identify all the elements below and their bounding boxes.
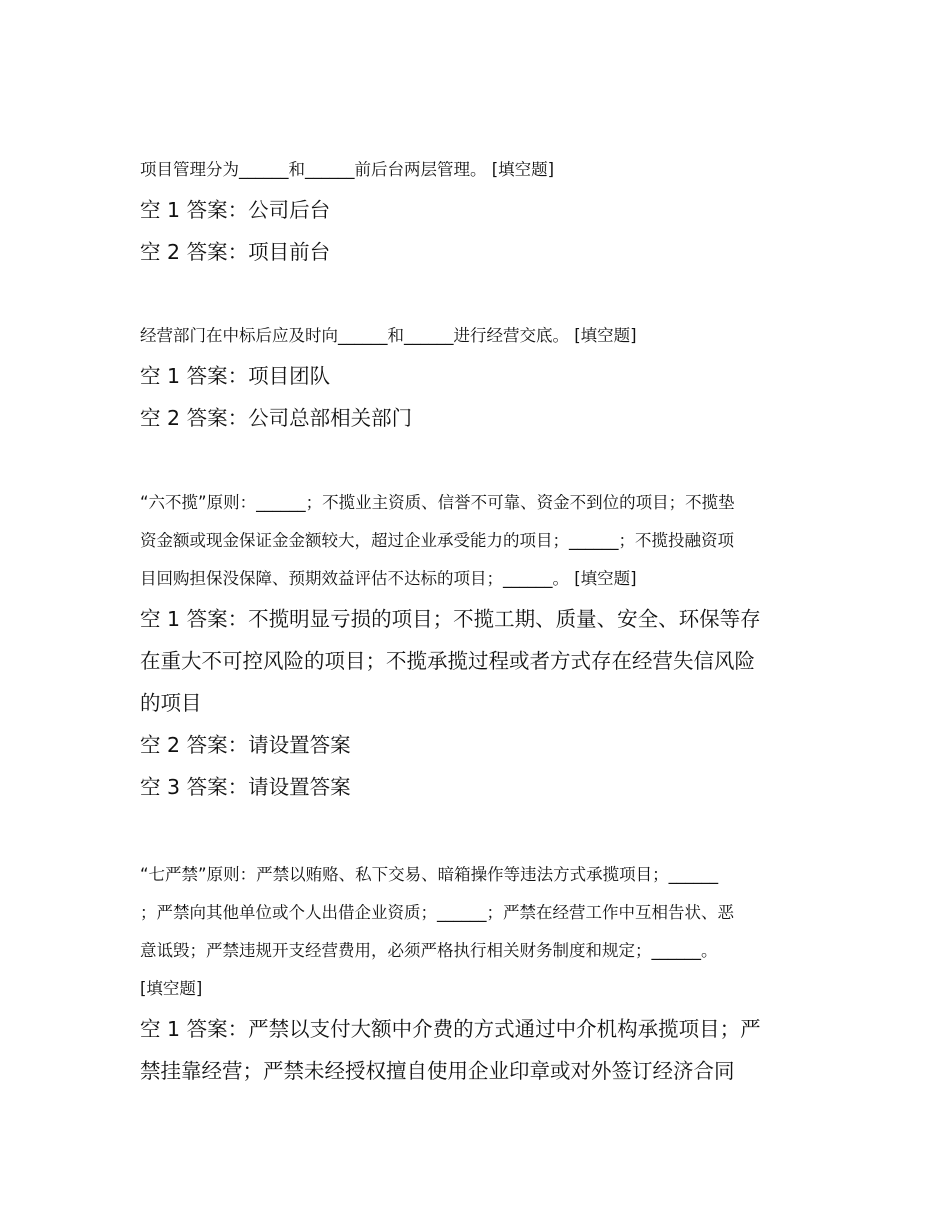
answer-line: 空 1 答案：不揽明显亏损的项目；不揽工期、质量、安全、环保等存 bbox=[140, 607, 761, 631]
answer-line: 空 2 答案：项目前台 bbox=[140, 240, 331, 264]
answer-line: 的项目 bbox=[140, 691, 202, 715]
question-block-4 bbox=[140, 856, 830, 1092]
answer-line: 禁挂靠经营；严禁未经授权擅自使用企业印章或对外签订经济合同 bbox=[140, 1059, 735, 1083]
question-text: 经营部门在中标后应及时向______和______进行经营交底。 [填空题] bbox=[140, 326, 637, 345]
question-text: 项目管理分为______和______前后台两层管理。 [填空题] bbox=[140, 160, 555, 179]
question-text: “七严禁”原则：严禁以贿赂、私下交易、暗箱操作等违法方式承揽项目；______ bbox=[140, 865, 719, 884]
question-block-3 bbox=[140, 484, 830, 808]
answer-line: 空 3 答案：请设置答案 bbox=[140, 775, 351, 799]
answer-line: 在重大不可控风险的项目；不揽承揽过程或者方式存在经营失信风险 bbox=[140, 649, 755, 673]
answer-line: 空 1 答案：项目团队 bbox=[140, 364, 331, 388]
answer-line: 空 1 答案：公司后台 bbox=[140, 198, 331, 222]
question-text: “六不揽”原则：______；不揽业主资质、信誉不可靠、资金不到位的项目；不揽垫 bbox=[140, 493, 735, 512]
question-block-1 bbox=[140, 151, 830, 273]
question-text: 意诋毁；严禁违规开支经营费用，必须严格执行相关财务制度和规定；______。 bbox=[140, 941, 718, 960]
question-block-2 bbox=[140, 317, 830, 439]
answer-line: 空 2 答案：公司总部相关部门 bbox=[140, 406, 413, 430]
question-text: 资金额或现金保证金金额较大，超过企业承受能力的项目；______；不揽投融资项 bbox=[140, 531, 734, 550]
answer-line: 空 1 答案：严禁以支付大额中介费的方式通过中介机构承揽项目；严 bbox=[140, 1017, 761, 1041]
question-text: 目回购担保没保障、预期效益评估不达标的项目；______。 [填空题] bbox=[140, 569, 637, 588]
question-type-tag: [填空题] bbox=[140, 979, 203, 998]
answer-line: 空 2 答案：请设置答案 bbox=[140, 733, 351, 757]
question-text: ；严禁向其他单位或个人出借企业资质；______；严禁在经营工作中互相告状、恶 bbox=[140, 903, 734, 922]
